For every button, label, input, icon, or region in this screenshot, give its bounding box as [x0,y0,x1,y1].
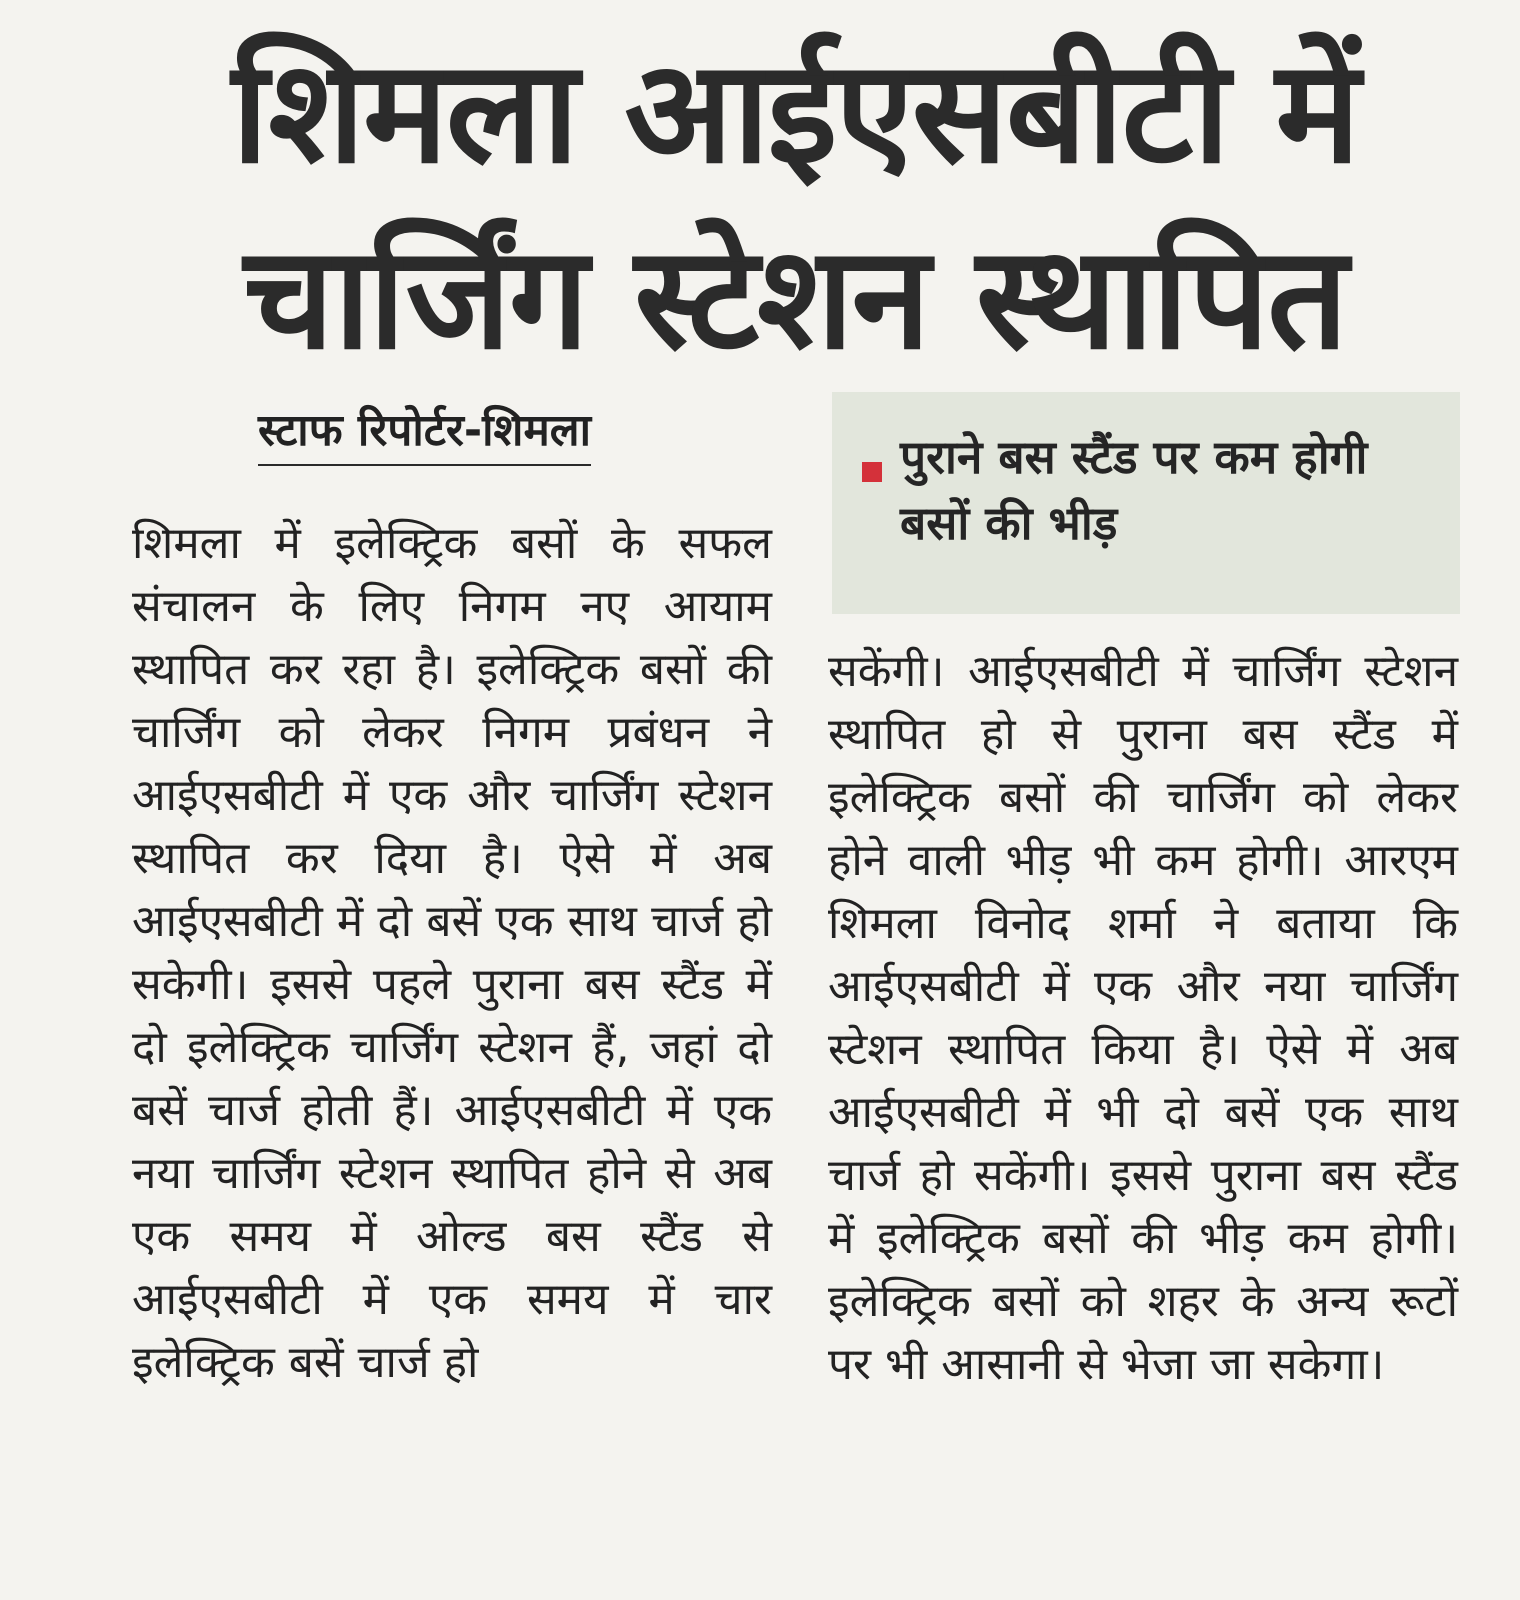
headline [130,20,1460,392]
highlight-text: पुराने बस स्टैंड पर कम होगी बसों की भीड़ [900,430,1368,550]
headline-line-2: चार्जिंग स्टेशन स्थापित [243,216,1347,381]
body-paragraph-left: शिमला में इलेक्ट्रिक बसों के सफल संचालन के लिए निगम नए आयाम स्थापित कर रहा है। इलेक्ट्रिक बसों की चार्जिंग को लेकर निगम प्रबंधन ने आईएसबीटी में एक और चार्जिंग स्टेशन स्थापित कर दिया है। ऐसे में अब आईएसबीटी में दो बसें एक साथ चार्ज हो सकेगी। इससे पहले पुराना बस स्टैंड में दो इलेक्ट्रिक चार्जिंग स्टेशन हैं, जहां दो बसें चार्ज होती हैं। आईएसबीटी में एक नया चार्जिंग स्टेशन स्थापित होने से अब एक समय में ओल्ड बस स्टैंड से आईएसबीटी में एक समय में चार इलेक्ट्रिक बसें चार्ज हो [132,518,772,1388]
square-bullet-icon [862,462,882,482]
byline: स्टाफ रिपोर्टर-शिमला [258,398,591,466]
article-body-right-column [828,640,1458,1396]
article-body-left-column [132,512,772,1394]
body-paragraph-right: सकेंगी। आईएसबीटी में चार्जिंग स्टेशन स्थापित हो से पुराना बस स्टैंड में इलेक्ट्रिक बसों की चार्जिंग को लेकर होने वाली भीड़ भी कम होगी। आरएम शिमला विनोद शर्मा ने बताया कि आईएसबीटी में एक और नया चार्जिंग स्टेशन स्थापित किया है। ऐसे में अब आईएसबीटी में भी दो बसें एक साथ चार्ज हो सकेंगी। इससे पुराना बस स्टैंड में इलेक्ट्रिक बसों की भीड़ कम होगी। इलेक्ट्रिक बसों को शहर के अन्य रूटों पर भी आसानी से भेजा जा सकेगा। [828,646,1458,1390]
headline-line-1: शिमला आईएसबीटी में [231,30,1359,195]
highlight-box [832,392,1460,614]
